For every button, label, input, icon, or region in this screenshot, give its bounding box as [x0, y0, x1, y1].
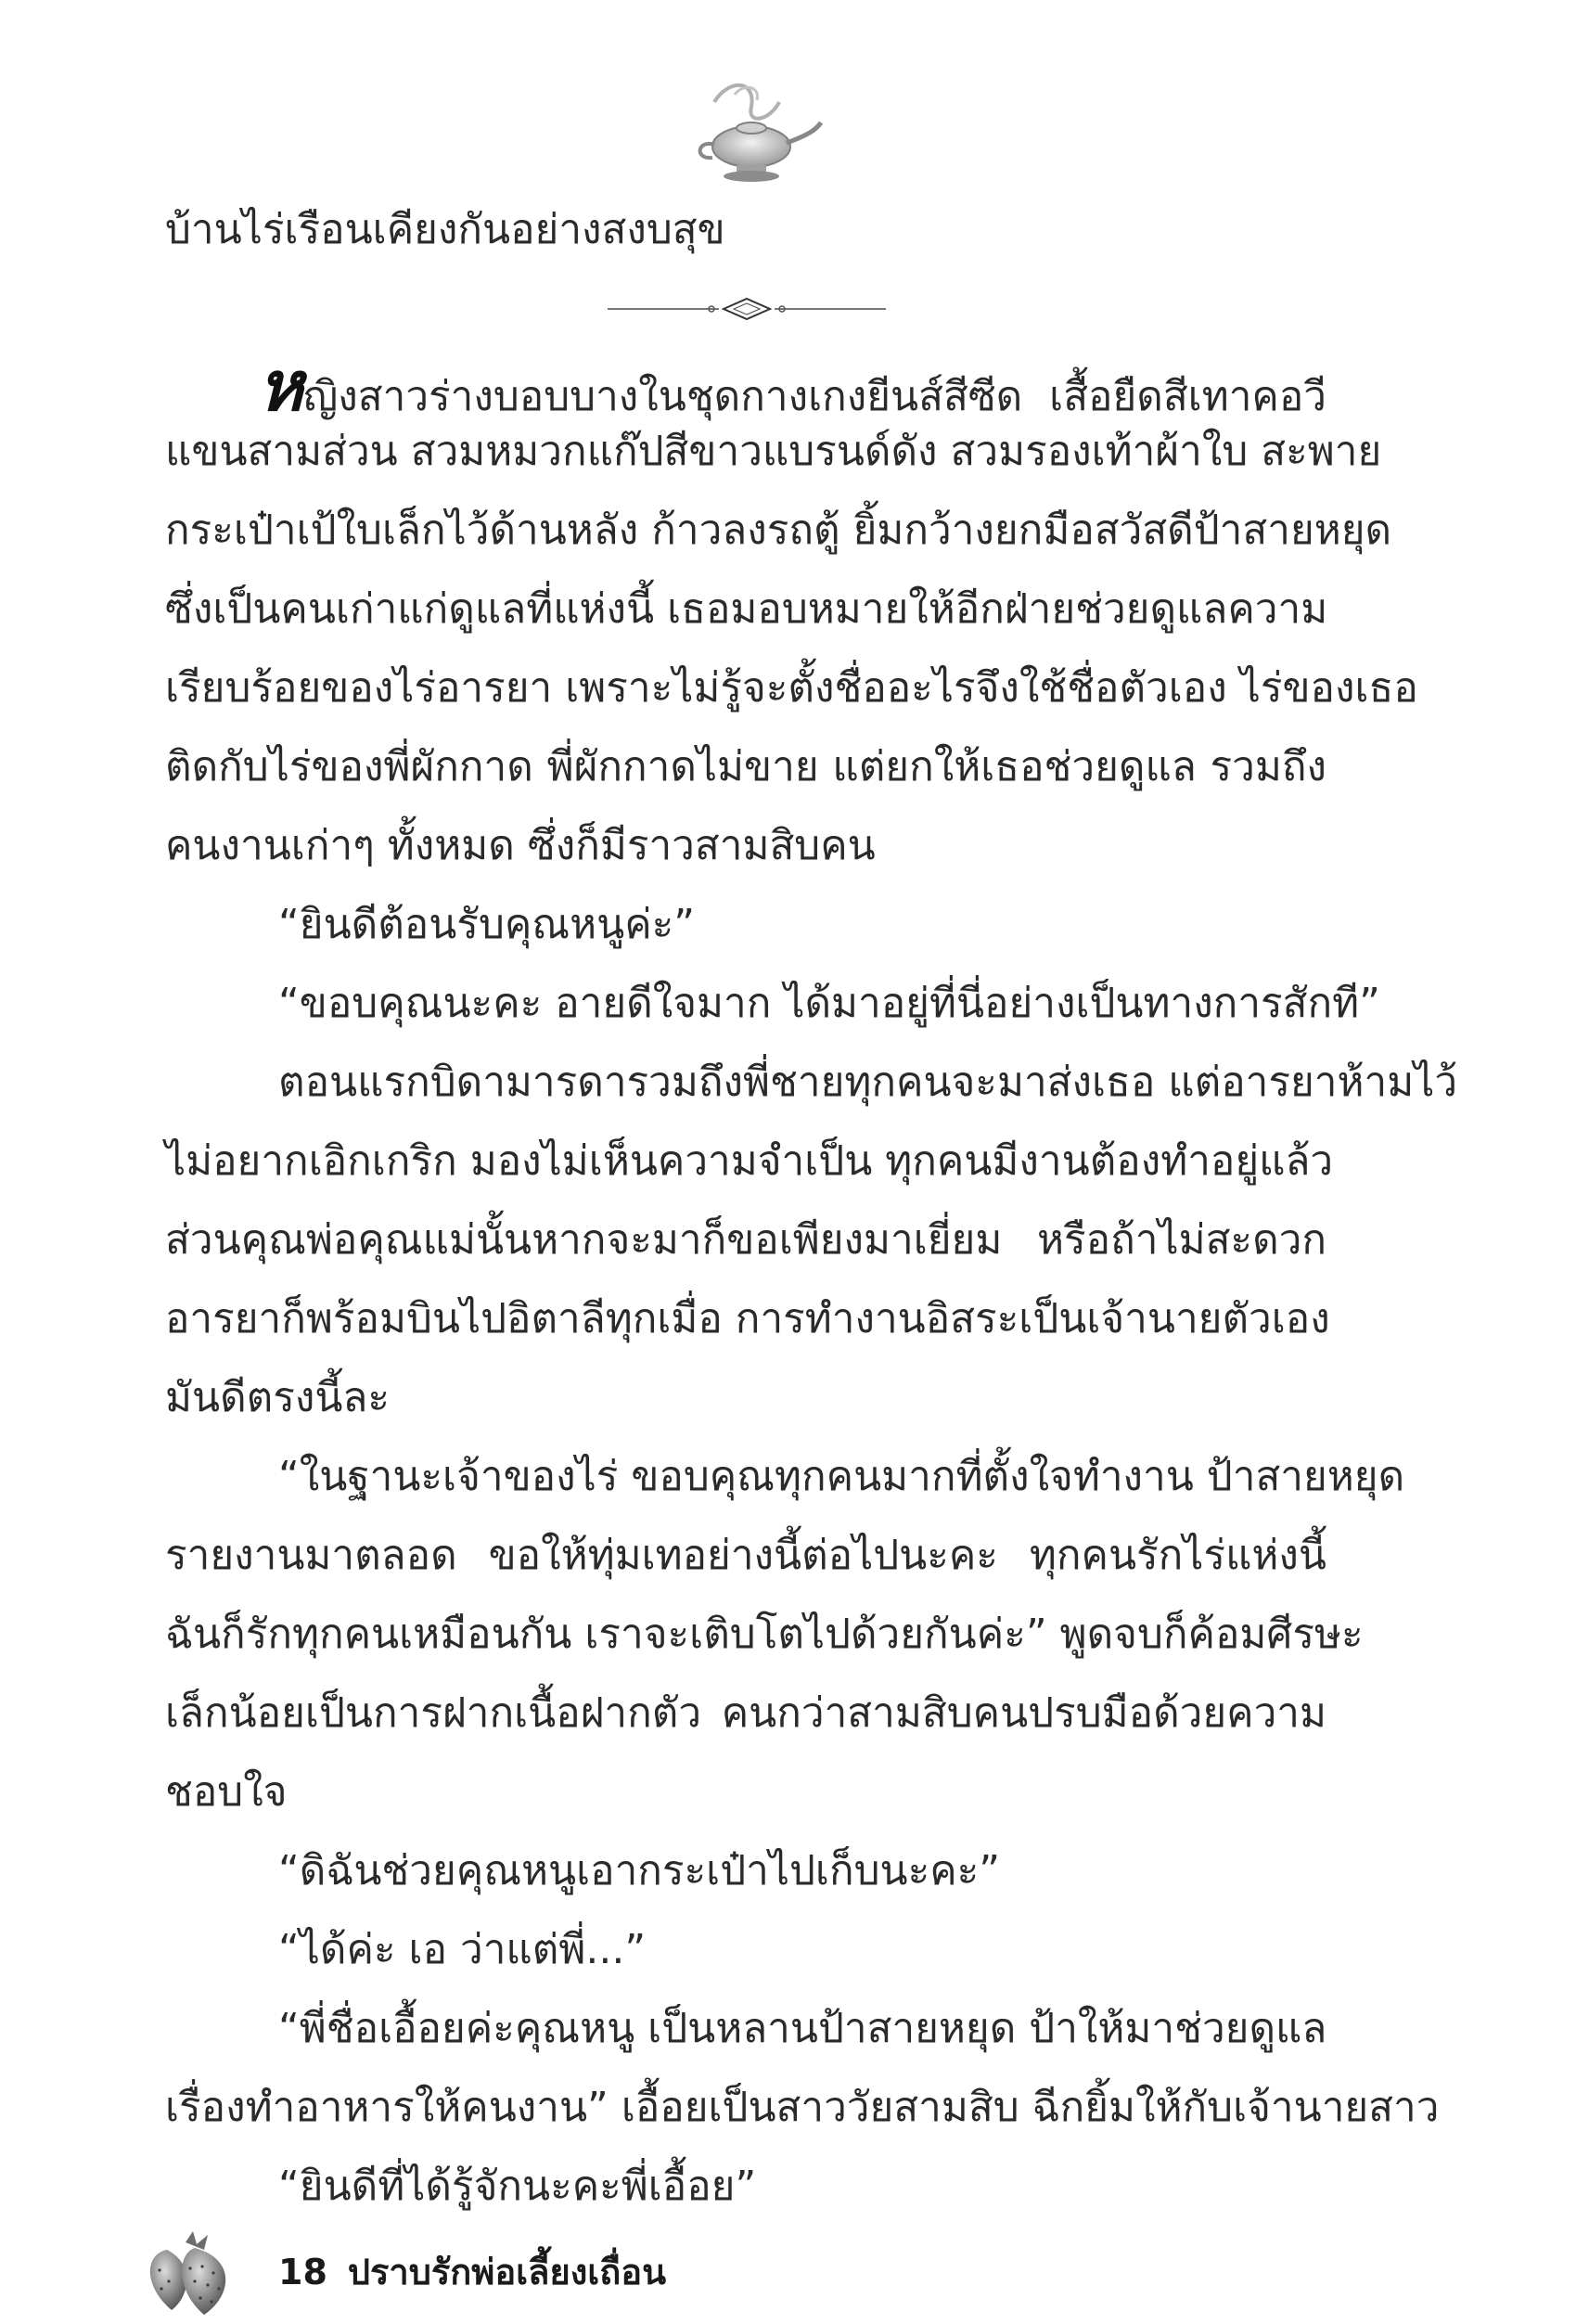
body-line-12: ส่วนคุณพ่อคุณแม่นั้นหากจะมาก็ขอเพียงมาเยี่ยม หรือถ้าไม่สะดวก [165, 1216, 1326, 1264]
body-line-18: เล็กน้อยเป็นการฝากเนื้อฝากตัว คนกว่าสามสิบคนปรบมือด้วยความ [165, 1689, 1326, 1737]
body-line-2: แขนสามส่วน สวมหมวกแก๊ปสีขาวแบรนด์ดัง สวมรองเท้าผ้าใบ สะพาย [165, 428, 1382, 475]
body-line-14: มันดีตรงนี้ละ [165, 1374, 391, 1421]
ornament-divider-icon [608, 295, 886, 323]
body-line-19: ชอบใจ [165, 1768, 288, 1816]
page-footer [278, 2243, 666, 2300]
body-line-4: ซึ่งเป็นคนเก่าแก่ดูแลที่แห่งนี้ เธอมอบหมายให้อีกฝ่ายช่วยดูแลความ [165, 585, 1328, 633]
body-line-5: เรียบร้อยของไร่อารยา เพราะไม่รู้จะตั้งชื่ออะไรจึงใช้ชื่อตัวเอง ไร่ของเธอ [165, 664, 1418, 712]
body-line-10: ตอนแรกบิดามารดารวมถึงพี่ชายทุกคนจะมาส่งเธอ แต่อารยาห้ามไว้ [278, 1059, 1458, 1106]
body-line-20: “ดิฉันช่วยคุณหนูเอากระเป๋าไปเก็บนะคะ” [278, 1847, 1001, 1894]
drop-cap: ห [258, 347, 303, 427]
body-line-22: “พี่ชื่อเอื้อยค่ะคุณหนู เป็นหลานป้าสายหยุด ป้าให้มาช่วยดูแล [278, 2005, 1327, 2052]
body-line-13: อารยาก็พร้อมบินไปอิตาลีทุกเมื่อ การทำงานอิสระเป็นเจ้านายตัวเอง [165, 1295, 1330, 1342]
genie-lamp-icon [677, 74, 826, 195]
body-line-21: “ได้ค่ะ เอ ว่าแต่พี่...” [278, 1926, 647, 1973]
strawberry-icon [139, 2222, 241, 2324]
body-line-23: เรื่องทำอาหารให้คนงาน” เอื้อยเป็นสาววัยสามสิบ ฉีกยิ้มให้กับเจ้านายสาว [165, 2084, 1440, 2131]
body-line-16: รายงานมาตลอด ขอให้ทุ่มเทอย่างนี้ต่อไปนะคะ ทุกคนรักไร่แห่งนี้ [165, 1532, 1326, 1579]
body-line-7: คนงานเก่าๆ ทั้งหมด ซึ่งก็มีราวสามสิบคน [165, 822, 876, 869]
body-line-3: กระเป๋าเป้ใบเล็กไว้ด้านหลัง ก้าวลงรถตู้ ยิ้มกว้างยกมือสวัสดีป้าสายหยุด [165, 507, 1392, 554]
body-line-17: ฉันก็รักทุกคนเหมือนกัน เราจะเติบโตไปด้วยกันค่ะ” พูดจบก็ค้อมศีรษะ [165, 1611, 1364, 1658]
body-line-11: ไม่อยากเอิกเกริก มองไม่เห็นความจำเป็น ทุกคนมีงานต้องทำอยู่แล้ว [165, 1137, 1334, 1185]
body-line-first: บ้านไร่เรือนเคียงกันอย่างสงบสุข [165, 206, 725, 253]
body-line-1: หญิงสาวร่างบอบบางในชุดกางเกงยีนส์สีซีด เสื้อยืดสีเทาคอวี [258, 347, 1326, 427]
body-line-9: “ขอบคุณนะคะ อายดีใจมาก ได้มาอยู่ที่นี่อย่างเป็นทางการสักที” [278, 980, 1380, 1027]
book-title: ปราบรักพ่อเลี้ยงเถื่อน [347, 2252, 667, 2292]
body-line-6: ติดกับไร่ของพี่ผักกาด พี่ผักกาดไม่ขาย แต่ยกให้เธอช่วยดูแล รวมถึง [165, 743, 1326, 790]
body-line-24: “ยินดีที่ได้รู้จักนะคะพี่เอื้อย” [278, 2163, 757, 2210]
body-line-15: “ในฐานะเจ้าของไร่ ขอบคุณทุกคนมากที่ตั้งใจทำงาน ป้าสายหยุด [278, 1453, 1405, 1500]
body-line-8: “ยินดีต้อนรับคุณหนูค่ะ” [278, 901, 696, 948]
page-number: 18 [278, 2252, 327, 2292]
